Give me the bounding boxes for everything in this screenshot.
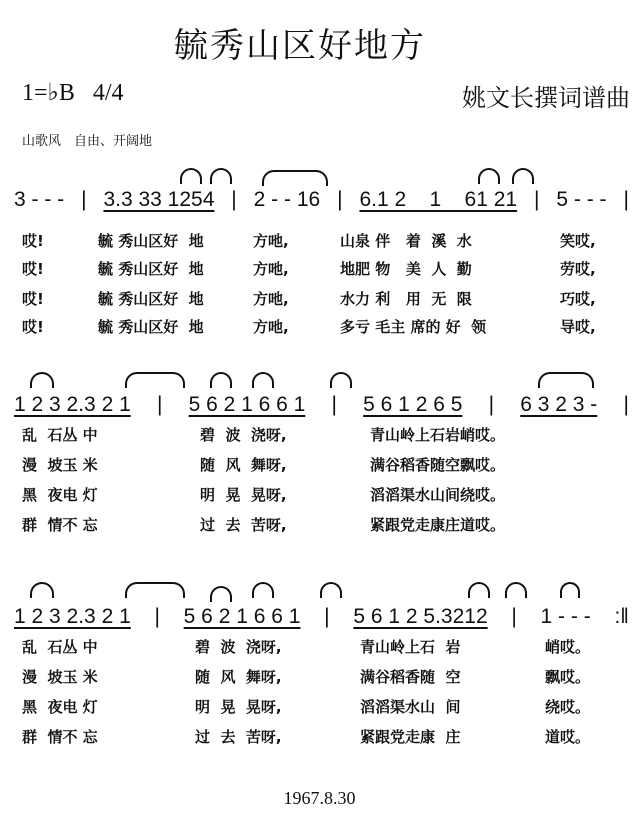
beamed-notes: 3.3 33 1254 <box>103 188 215 211</box>
beamed-notes: 6.1 2 1 61 21 <box>359 188 518 211</box>
lyric-verse-1: 笑哎, <box>560 232 596 250</box>
song-title: 毓秀山区好地方 <box>174 26 426 66</box>
lyric-verse-3: 明 晃 晃呀, <box>195 698 282 716</box>
barline: | <box>488 393 495 416</box>
lyric-verse-3: 滔滔渠水山间绕哎。 <box>370 486 506 504</box>
barline: | <box>324 605 330 628</box>
slur-mark <box>560 582 580 598</box>
beamed-notes: 5 6 2 1 6 6 1 <box>188 393 306 416</box>
measure-notes: 2 - - 16 <box>253 188 321 211</box>
lyric-verse-1: 方吔, <box>253 232 289 250</box>
lyric-verse-1: 毓 秀山区好 地 <box>98 232 204 250</box>
lyric-verse-1: 峭哎。 <box>545 638 591 656</box>
slur-mark <box>262 170 328 186</box>
lyric-verse-2: 方吔, <box>253 260 289 278</box>
measure-notes <box>14 605 131 629</box>
slur-mark <box>125 582 185 598</box>
lyric-verse-2: 随 风 舞呀, <box>195 668 282 686</box>
lyric-verse-4: 过 去 苦呀, <box>200 516 287 534</box>
lyric-verse-2: 毓 秀山区好 地 <box>98 260 204 278</box>
lyric-verse-2: 漫 坡玉 米 <box>22 456 98 474</box>
barline: | <box>337 188 343 211</box>
lyric-verse-1: 碧 波 浇呀, <box>195 638 282 656</box>
slur-mark <box>505 582 527 598</box>
lyric-verse-3: 哎! <box>22 290 44 308</box>
beamed-notes: 6 3 2 3 - <box>520 393 598 416</box>
measure-notes <box>189 393 306 417</box>
slur-mark <box>252 372 274 388</box>
barline: | <box>623 393 629 416</box>
lyric-verse-4: 道哎。 <box>545 728 591 746</box>
notation-line <box>14 188 629 212</box>
lyric-verse-4: 过 去 苦呀, <box>195 728 282 746</box>
lyric-verse-3: 绕哎。 <box>545 698 591 716</box>
measure-notes <box>363 393 462 417</box>
barline: | <box>511 605 517 628</box>
barline: | <box>231 188 237 211</box>
lyric-verse-4: 紧跟党走康 庄 <box>360 728 461 746</box>
lyric-verse-3: 黑 夜电 灯 <box>22 486 98 504</box>
slur-mark <box>320 582 342 598</box>
lyric-verse-4: 群 情不 忘 <box>22 728 98 746</box>
beamed-notes: 5 6 2 1 6 6 1 <box>183 605 301 628</box>
measure-notes <box>520 393 597 417</box>
date: 1967.8.30 <box>283 788 356 808</box>
slur-mark <box>468 582 490 598</box>
beamed-notes: 1 2 3 2.3 2 1 <box>14 605 131 628</box>
notation-line <box>14 605 629 629</box>
lyric-verse-2: 飘哎。 <box>545 668 591 686</box>
lyric-verse-1: 乱 石丛 中 <box>22 638 98 656</box>
lyric-verse-4: 紧跟党走康庄道哎。 <box>370 516 506 534</box>
slur-mark <box>210 586 232 602</box>
lyric-verse-3: 毓 秀山区好 地 <box>98 290 204 308</box>
slur-mark <box>210 372 232 388</box>
lyric-verse-3: 明 晃 晃呀, <box>200 486 287 504</box>
lyric-verse-3: 滔滔渠水山 间 <box>360 698 461 716</box>
lyric-verse-3: 水力 利 用 无 限 <box>340 290 472 308</box>
measure-notes: 5 - - - <box>556 188 607 211</box>
barline: | <box>156 393 163 416</box>
slur-mark <box>252 582 274 598</box>
barline: | <box>623 188 629 211</box>
lyric-verse-2: 哎! <box>22 260 44 278</box>
lyric-verse-3: 黑 夜电 灯 <box>22 698 98 716</box>
measure-notes: 3 - - - <box>14 188 65 211</box>
lyric-verse-1: 山泉 伴 着 溪 水 <box>340 232 472 250</box>
lyric-verse-4: 多亏 毛主 席的 好 领 <box>340 318 487 336</box>
measure-notes <box>353 605 487 629</box>
lyric-verse-1: 乱 石丛 中 <box>22 426 98 444</box>
lyric-verse-3: 巧哎, <box>560 290 596 308</box>
slur-mark <box>125 372 185 388</box>
slur-mark <box>210 168 232 184</box>
measure-notes <box>103 188 214 212</box>
measure-notes: 1 - - - <box>540 605 591 628</box>
notation-line <box>14 393 629 417</box>
barline: | <box>81 188 87 211</box>
lyric-verse-2: 漫 坡玉 米 <box>22 668 98 686</box>
lyric-verse-3: 方吔, <box>253 290 289 308</box>
barline: | <box>331 393 337 416</box>
lyric-verse-1: 青山岭上石岩峭哎。 <box>370 426 506 444</box>
barline: | <box>534 188 540 211</box>
slur-mark <box>538 372 594 388</box>
beamed-notes: 1 2 3 2.3 2 1 <box>14 393 131 416</box>
lyric-verse-4: 群 情不 忘 <box>22 516 98 534</box>
barline: :‖ <box>614 605 629 628</box>
author-credit: 姚文长撰词谱曲 <box>462 84 630 112</box>
lyric-verse-2: 地肥 物 美 人 勤 <box>340 260 472 278</box>
lyric-verse-4: 方吔, <box>253 318 289 336</box>
slur-mark <box>512 168 534 184</box>
lyric-verse-2: 满谷稻香随 空 <box>360 668 461 686</box>
measure-notes <box>184 605 301 629</box>
slur-mark <box>30 372 54 388</box>
lyric-verse-4: 导哎, <box>560 318 596 336</box>
lyric-verse-1: 哎! <box>22 232 44 250</box>
lyric-verse-1: 碧 波 浇呀, <box>200 426 287 444</box>
slur-mark <box>180 168 202 184</box>
lyric-verse-2: 满谷稻香随空飘哎。 <box>370 456 506 474</box>
slur-mark <box>30 582 54 598</box>
lyric-verse-4: 毓 秀山区好 地 <box>98 318 204 336</box>
key-signature: 1=♭B 4/4 <box>22 80 124 106</box>
lyric-verse-4: 哎! <box>22 318 44 336</box>
lyric-verse-1: 青山岭上石 岩 <box>360 638 461 656</box>
beamed-notes: 5 6 1 2 6 5 <box>363 393 463 416</box>
slur-mark <box>478 168 500 184</box>
beamed-notes: 5 6 1 2 5.3212 <box>353 605 488 628</box>
lyric-verse-2: 劳哎, <box>560 260 596 278</box>
barline: | <box>154 605 160 628</box>
tempo-style-marking: 山歌风 自由、开阔地 <box>22 134 153 149</box>
lyric-verse-2: 随 风 舞呀, <box>200 456 287 474</box>
measure-notes <box>14 393 131 417</box>
slur-mark <box>330 372 352 388</box>
measure-notes <box>359 188 517 212</box>
